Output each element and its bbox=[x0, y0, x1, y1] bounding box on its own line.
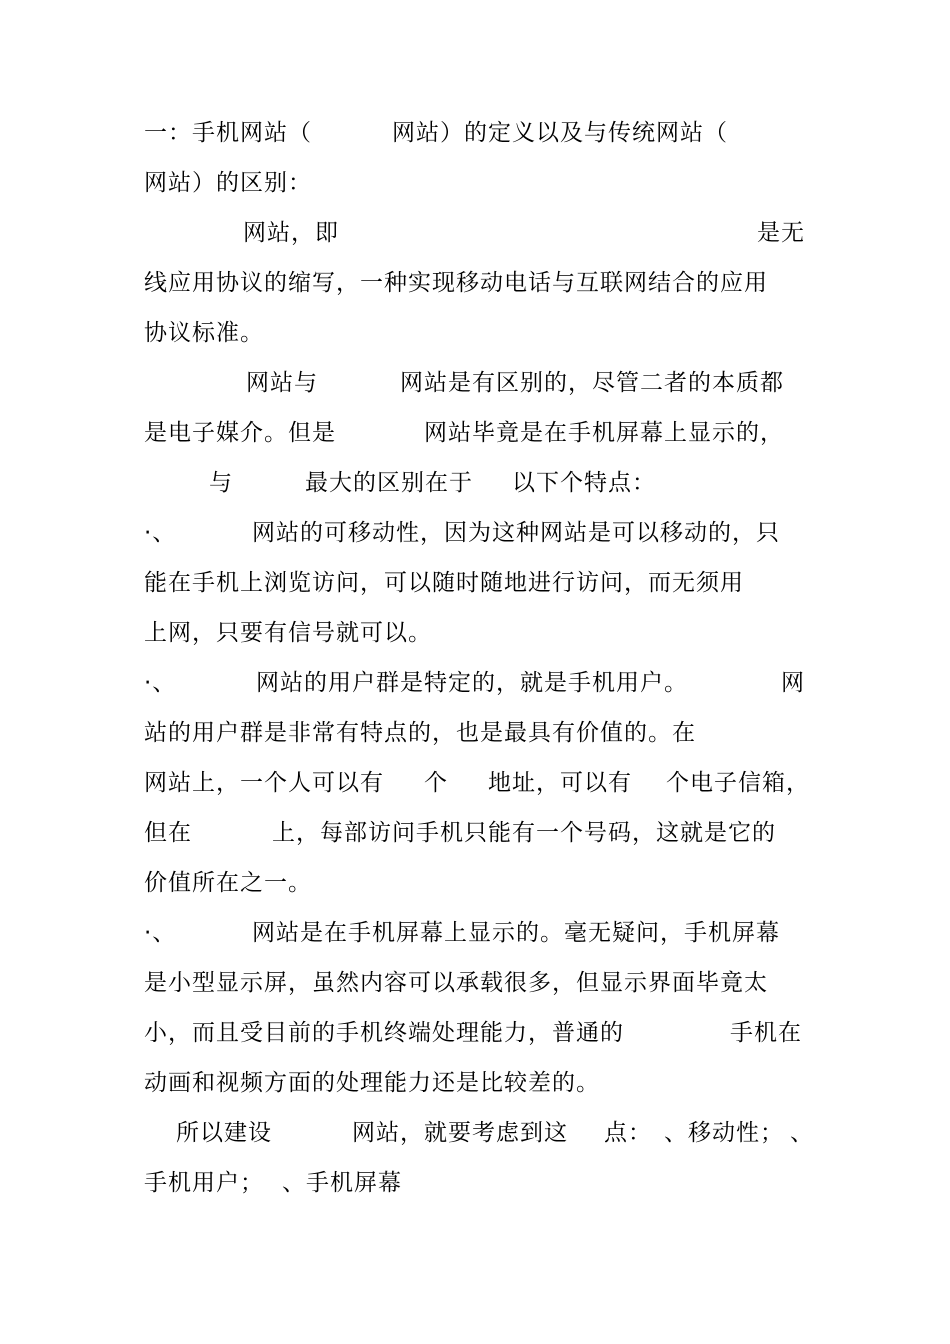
text-segment: 、移动性； bbox=[664, 1120, 784, 1146]
text-segment: 网站，即 bbox=[243, 220, 339, 246]
list-marker: ·、 bbox=[144, 670, 177, 696]
text-segment: 网站的可移动性，因为这种网站是可以移动的，只 bbox=[252, 520, 780, 546]
text-line bbox=[0, 266, 950, 306]
text-line bbox=[0, 466, 950, 506]
text-line bbox=[0, 416, 950, 456]
text-segment: 点： bbox=[604, 1120, 652, 1146]
text-segment: 所以建设 bbox=[176, 1120, 272, 1146]
text-segment: 最大的区别在于 bbox=[305, 470, 473, 496]
text-segment: 手机在 bbox=[730, 1020, 802, 1046]
text-line bbox=[0, 366, 950, 406]
text-line bbox=[0, 216, 950, 256]
text-segment: 站的用户群是非常有特点的，也是最具有价值的。在 bbox=[144, 720, 696, 746]
text-segment: 是小型显示屏，虽然内容可以承载很多，但显示界面毕竟太 bbox=[144, 970, 768, 996]
text-line bbox=[0, 816, 950, 856]
text-line bbox=[0, 866, 950, 906]
text-line bbox=[0, 716, 950, 756]
text-segment: 动画和视频方面的处理能力还是比较差的。 bbox=[144, 1070, 600, 1096]
text-segment: 以下个特点： bbox=[512, 470, 656, 496]
text-line bbox=[0, 1016, 950, 1056]
text-segment: 网站，就要考虑到这 bbox=[352, 1120, 568, 1146]
text-line bbox=[0, 666, 950, 706]
text-line bbox=[0, 966, 950, 1006]
text-segment: 一：手机网站（ bbox=[144, 120, 312, 146]
text-line bbox=[0, 1116, 950, 1156]
list-marker: ·、 bbox=[144, 920, 177, 946]
text-segment: 网站与 bbox=[246, 370, 318, 396]
text-segment: 是电子媒介。但是 bbox=[144, 420, 336, 446]
text-segment: 网站是在手机屏幕上显示的。毫无疑问，手机屏幕 bbox=[252, 920, 780, 946]
text-line bbox=[0, 616, 950, 656]
text-line bbox=[0, 916, 950, 956]
text-segment: 、手机屏幕 bbox=[282, 1170, 402, 1196]
text-line bbox=[0, 1066, 950, 1106]
text-segment: 价值所在之一。 bbox=[144, 870, 312, 896]
text-line bbox=[0, 516, 950, 556]
text-line bbox=[0, 166, 950, 206]
text-segment: 地址，可以有 bbox=[488, 770, 632, 796]
list-marker: ·、 bbox=[144, 520, 177, 546]
text-segment: 线应用协议的缩写，一种实现移动电话与互联网结合的应用 bbox=[144, 270, 768, 296]
text-segment: 与 bbox=[209, 470, 233, 496]
text-segment: 、 bbox=[790, 1120, 814, 1146]
text-segment: 网站是有区别的，尽管二者的本质都 bbox=[400, 370, 784, 396]
text-segment: 是无 bbox=[757, 220, 805, 246]
text-line bbox=[0, 316, 950, 356]
text-segment: 网站毕竟是在手机屏幕上显示的， bbox=[424, 420, 784, 446]
text-segment: 小，而且受目前的手机终端处理能力，普通的 bbox=[144, 1020, 624, 1046]
text-segment: 能在手机上浏览访问，可以随时随地进行访问，而无须用 bbox=[144, 570, 744, 596]
text-segment: 协议标准。 bbox=[144, 320, 264, 346]
text-segment: 上网，只要有信号就可以。 bbox=[144, 620, 432, 646]
text-line bbox=[0, 1166, 950, 1206]
text-segment: 上，每部访问手机只能有一个号码，这就是它的 bbox=[272, 820, 776, 846]
text-segment: 网站）的定义以及与传统网站（ bbox=[392, 120, 728, 146]
text-line bbox=[0, 766, 950, 806]
text-segment: 网站上，一个人可以有 bbox=[144, 770, 384, 796]
text-segment: 但在 bbox=[144, 820, 192, 846]
text-segment: 网站）的区别： bbox=[144, 170, 312, 196]
text-segment: 网站的用户群是特定的，就是手机用户。 bbox=[256, 670, 688, 696]
text-segment: 手机用户； bbox=[144, 1170, 264, 1196]
text-line bbox=[0, 566, 950, 606]
text-segment: 网 bbox=[781, 670, 805, 696]
text-line bbox=[0, 116, 950, 156]
text-segment: 个电子信箱， bbox=[666, 770, 810, 796]
text-segment: 个 bbox=[424, 770, 448, 796]
